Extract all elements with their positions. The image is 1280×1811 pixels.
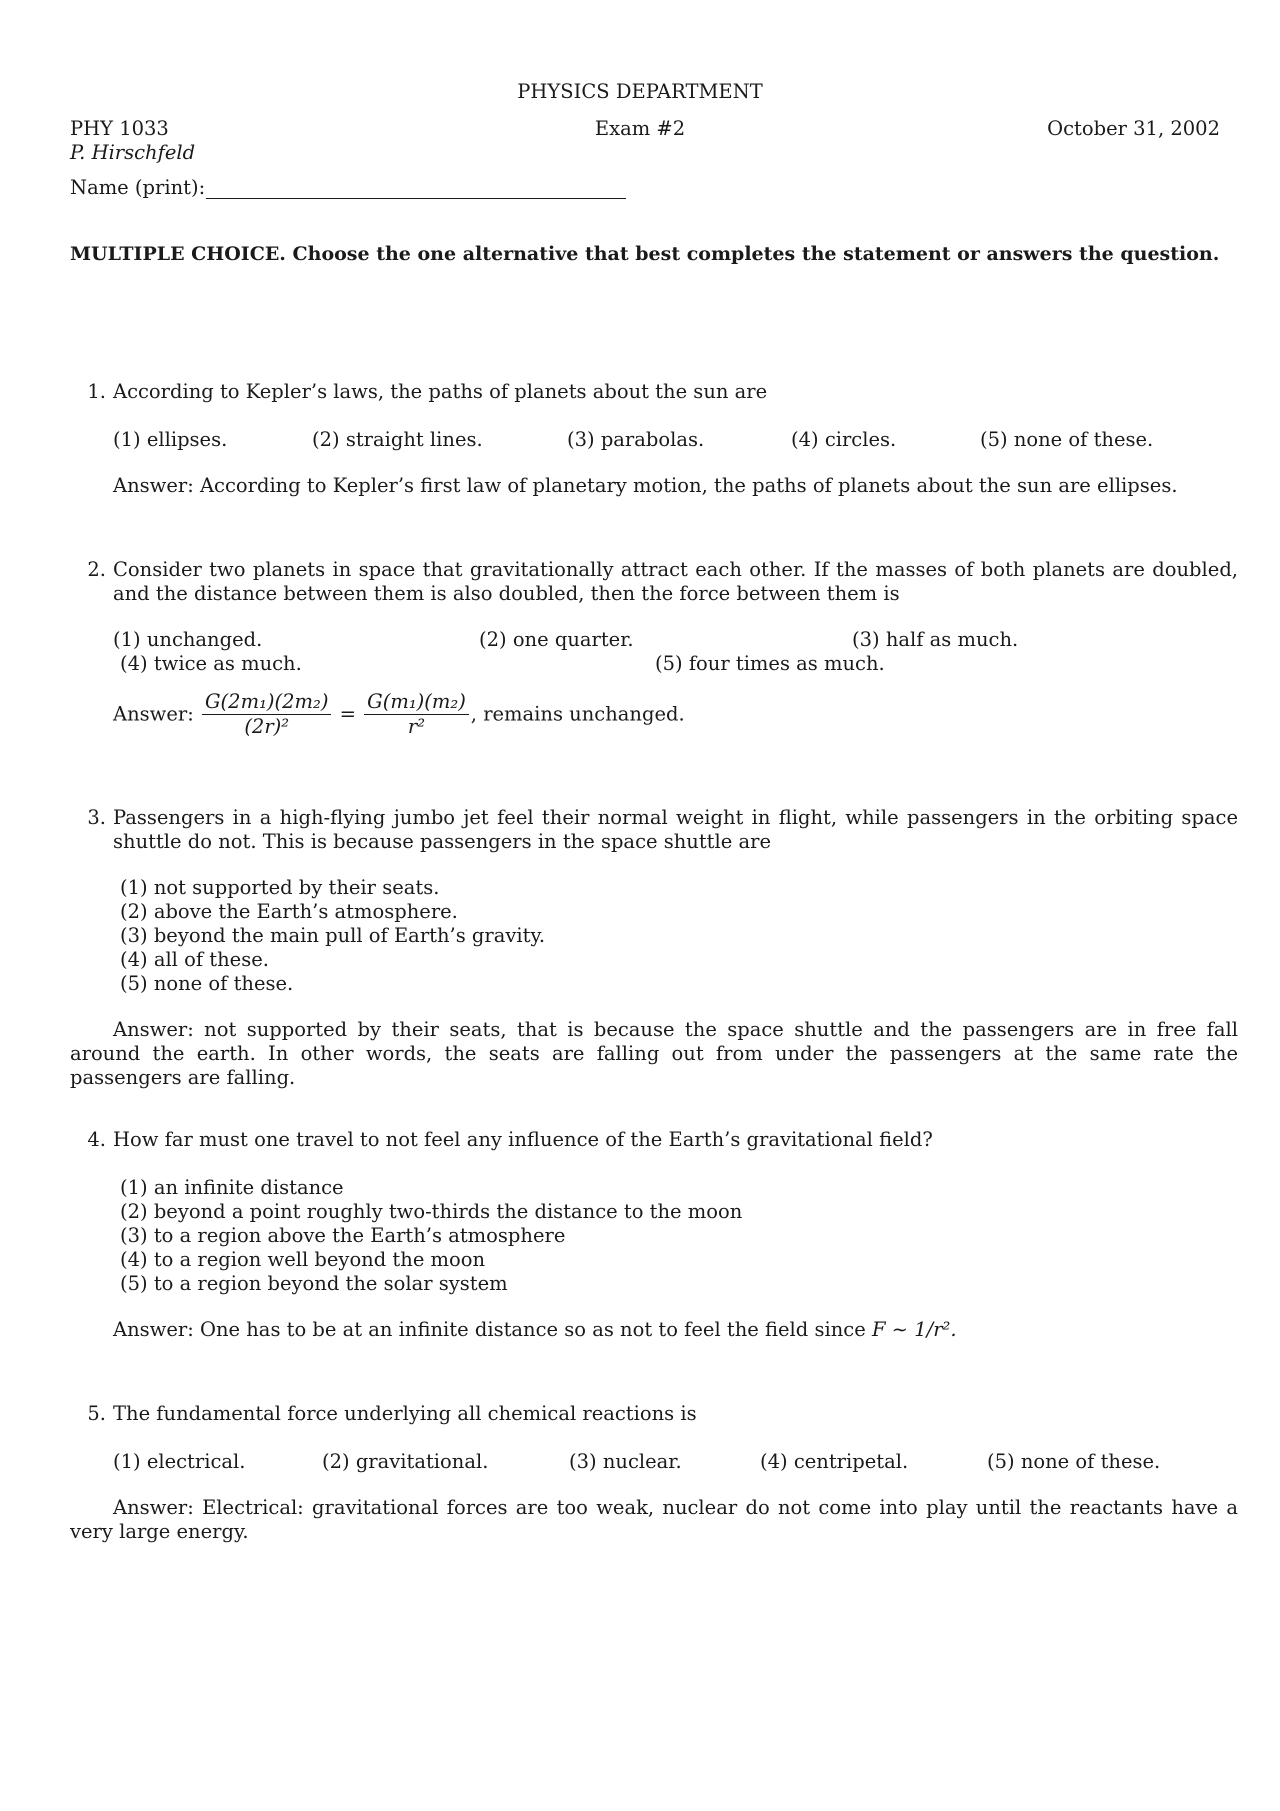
question-3-option-5[interactable]: (5) none of these.	[120, 972, 294, 995]
question-3-text: Passengers in a high-flying jumbo jet feel their normal weight in flight, while passengers in the orbiting space shuttle do not. This is because passengers in the space shuttle are	[113, 806, 1238, 853]
instructor-name: P. Hirschfeld	[70, 141, 196, 164]
question-3-answer: Answer: not supported by their seats, that is because the space shuttle and the passengers are in free fall around the earth. In other words, the seats are falling out from under the passengers at the same rate the passengers are falling.	[70, 1018, 1238, 1089]
question-2-option-2[interactable]: (2) one quarter.	[479, 628, 634, 651]
name-field[interactable]	[206, 198, 626, 199]
answer-label: Answer:	[113, 702, 194, 726]
answer-lhs-numerator: G(2m₁)(2m₂)	[202, 690, 331, 715]
exam-title: Exam #2	[594, 117, 686, 140]
question-2-option-1[interactable]: (1) unchanged.	[113, 628, 263, 651]
question-3-number: 3.	[87, 806, 106, 829]
answer-rhs-denominator: r²	[407, 715, 426, 738]
question-5-option-4[interactable]: (4) centripetal.	[760, 1450, 909, 1473]
question-1-option-5[interactable]: (5) none of these.	[980, 428, 1154, 451]
answer-prefix: Answer: One has to be at an infinite distance so as not to feel the field since	[113, 1318, 866, 1341]
name-label: Name (print):	[70, 176, 206, 199]
question-2-option-5[interactable]: (5) four times as much.	[655, 652, 885, 675]
question-1-option-2[interactable]: (2) straight lines.	[312, 428, 483, 451]
question-5-option-1[interactable]: (1) electrical.	[113, 1450, 246, 1473]
answer-lhs-fraction	[202, 690, 331, 739]
question-5-option-3[interactable]: (3) nuclear.	[569, 1450, 682, 1473]
question-1-option-1[interactable]: (1) ellipses.	[113, 428, 228, 451]
question-5-number: 5.	[87, 1402, 106, 1425]
question-4-option-1[interactable]: (1) an infinite distance	[120, 1176, 344, 1199]
question-2-answer	[113, 690, 685, 739]
answer-equals: =	[339, 702, 356, 726]
question-1-number: 1.	[87, 380, 106, 403]
question-5-text: The fundamental force underlying all chemical reactions is	[113, 1402, 697, 1425]
question-4-option-5[interactable]: (5) to a region beyond the solar system	[120, 1272, 508, 1295]
question-1-text: According to Kepler’s laws, the paths of planets about the sun are	[113, 380, 768, 403]
answer-lhs-denominator: (2r)²	[244, 715, 290, 738]
question-4-answer	[113, 1318, 957, 1342]
answer-suffix: , remains unchanged.	[470, 702, 685, 726]
question-4-option-2[interactable]: (2) beyond a point roughly two-thirds the distance to the moon	[120, 1200, 743, 1223]
question-2-option-4[interactable]: (4) twice as much.	[120, 652, 302, 675]
question-3-option-4[interactable]: (4) all of these.	[120, 948, 269, 971]
question-3-option-1[interactable]: (1) not supported by their seats.	[120, 876, 440, 899]
question-3-option-3[interactable]: (3) beyond the main pull of Earth’s gravity.	[120, 924, 546, 947]
question-5-option-2[interactable]: (2) gravitational.	[322, 1450, 489, 1473]
question-4-option-4[interactable]: (4) to a region well beyond the moon	[120, 1248, 486, 1271]
question-2-number: 2.	[87, 558, 106, 581]
question-5-answer: Answer: Electrical: gravitational forces are too weak, nuclear do not come into play until the reactants have a very large energy.	[70, 1496, 1238, 1543]
course-code: PHY 1033	[70, 117, 169, 140]
question-1-option-3[interactable]: (3) parabolas.	[567, 428, 705, 451]
question-2-text: Consider two planets in space that gravitationally attract each other. If the masses of both planets are doubled, and the distance between them is also doubled, then the force between them is	[113, 558, 1238, 605]
department-title: PHYSICS DEPARTMENT	[517, 80, 763, 103]
question-3-option-2[interactable]: (2) above the Earth’s atmosphere.	[120, 900, 458, 923]
exam-date: October 31, 2002	[1047, 117, 1220, 140]
question-1-answer: Answer: According to Kepler’s first law of planetary motion, the paths of planets about the sun are ellipses.	[113, 474, 1178, 497]
answer-formula: F ∼ 1/r².	[871, 1318, 957, 1341]
question-1-option-4[interactable]: (4) circles.	[791, 428, 897, 451]
question-4-number: 4.	[87, 1128, 106, 1151]
question-5-option-5[interactable]: (5) none of these.	[987, 1450, 1161, 1473]
answer-rhs-fraction	[364, 690, 469, 739]
answer-rhs-numerator: G(m₁)(m₂)	[364, 690, 469, 715]
question-2-option-3[interactable]: (3) half as much.	[852, 628, 1019, 651]
question-4-option-3[interactable]: (3) to a region above the Earth’s atmosphere	[120, 1224, 566, 1247]
question-4-text: How far must one travel to not feel any influence of the Earth’s gravitational field?	[113, 1128, 933, 1151]
instructions: MULTIPLE CHOICE. Choose the one alternative that best completes the statement or answers the question.	[70, 243, 1220, 265]
